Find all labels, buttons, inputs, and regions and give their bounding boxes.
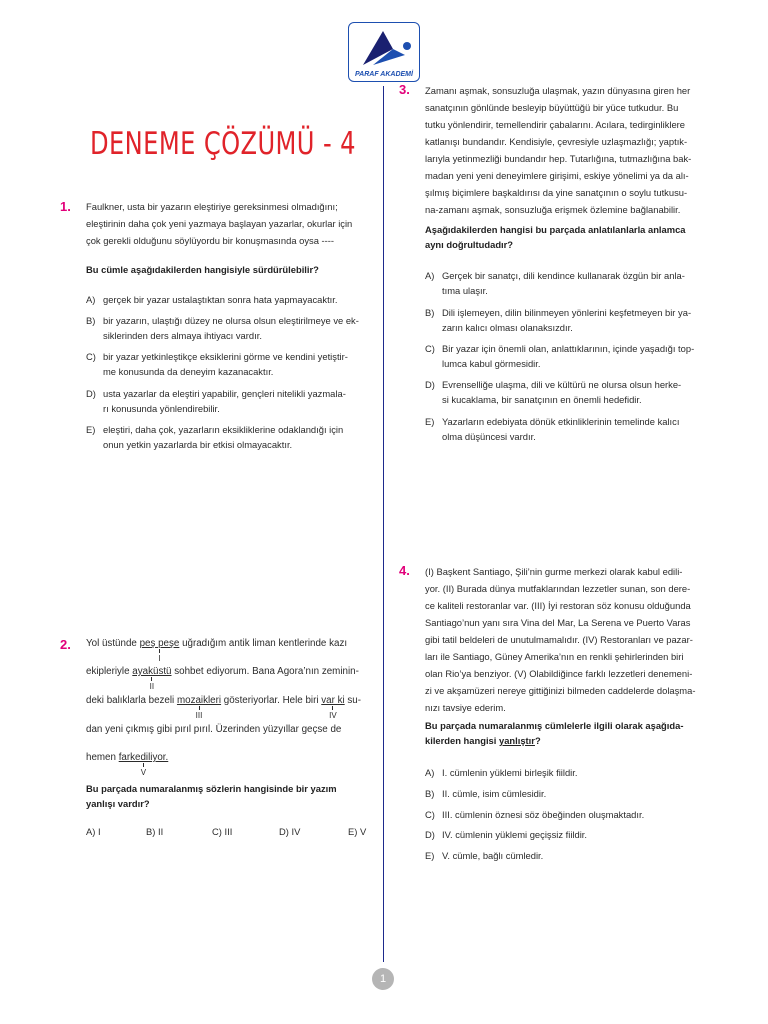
question-2-line-4: dan yeni çıkmış gibi pırıl pırıl. Üzerinden yüzyıllar geçse de	[86, 724, 342, 735]
text-line: Faulkner, usta bir yazarın eleştiriye gereksinmesi olmadığını;	[86, 201, 338, 212]
question-2-line-2	[86, 666, 359, 691]
word: ayaküstü	[132, 666, 172, 677]
option-text: lumca kabul görmesidir.	[442, 358, 541, 369]
text-segment: Yol üstünde	[86, 638, 140, 649]
question-3-option-c[interactable]	[425, 341, 715, 371]
underlined-word-4	[321, 695, 345, 720]
option-letter: E)	[425, 416, 435, 427]
option-letter: A)	[425, 270, 435, 281]
text-line: sanatçının gönlünde besleyip büyüttüğü bir yüce tutkudur. Bu	[425, 102, 679, 113]
text-line: gibi tatil beldeleri de unutulmamalıdır. (IV) Restoranları ve pazar-	[425, 634, 693, 645]
option-letter: E)	[425, 850, 435, 861]
numeral-marker: III	[177, 706, 221, 720]
word: peş peşe	[139, 638, 180, 649]
question-4-option-e[interactable]	[425, 848, 715, 863]
option-text: Dili işlemeyen, dilin bilinmeyen yönlerini keşfetmeyen bir ya-	[442, 307, 692, 318]
stem-line: Bu parçada numaralanmış cümlelerle ilgili olarak aşağıda-	[425, 720, 684, 731]
text-segment: gösteriyorlar. Hele biri	[221, 695, 322, 706]
text-line: çok gerekli olduğunu söylüyordu bir konuşmasında oysa ----	[86, 235, 335, 246]
text-segment: ?	[534, 735, 541, 746]
text-line: şılmış biçimlere başkaldırısı da yine sanatçının o soylu tutkusu-	[425, 187, 688, 198]
text-line: yor. (II) Burada dünya mutfaklarından lezzetler sunan, son dere-	[425, 583, 691, 594]
option-letter: D)	[425, 829, 435, 840]
option-letter: A)	[86, 294, 96, 305]
option-letter: B)	[425, 788, 435, 799]
option-letter: D)	[425, 379, 435, 390]
text-line: zi ve akşamüzeri nereye gittiğinizi bilmeden caddelerde dolaşma-	[425, 685, 696, 696]
option-letter: E)	[86, 424, 96, 435]
option-text: usta yazarlar da eleştiri yapabilir, gençleri nitelikli yazmala-	[103, 388, 346, 399]
text-segment: deki balıklarla bezeli	[86, 695, 177, 706]
text-line: tutku yönlendirir, temellendirir çabalarını. Acılara, tedirginliklere	[425, 119, 686, 130]
option-text: V. cümle, bağlı cümledir.	[442, 850, 544, 861]
text-line: (I) Başkent Santiago, Şili’nin gurme merkezi olarak kabul edili-	[425, 566, 683, 577]
question-3-option-b[interactable]	[425, 305, 715, 335]
answer-a[interactable]: A) I	[86, 826, 101, 837]
question-1-option-d[interactable]	[86, 386, 371, 416]
underlined-word-5	[118, 752, 169, 777]
answer-c[interactable]: C) III	[212, 826, 233, 837]
text-line: eleştirinin daha çok yeni yazmaya başlayan yazarlar, okurlar için	[86, 218, 353, 229]
text-line: madan yeni yeni deneyimlere girişimi, eskiye yönelimi ya da alı-	[425, 170, 689, 181]
text-line: Santiago’nun yanı sıra Vina del Mar, La Serena ve Puerto Varas	[425, 617, 691, 628]
option-text: II. cümle, isim cümlesidir.	[442, 788, 547, 799]
numeral-marker: II	[132, 677, 171, 691]
question-3-text	[425, 82, 715, 218]
text-segment: uğradığım antik liman kentlerinde kazı	[179, 638, 348, 649]
question-4-option-d[interactable]	[425, 827, 715, 842]
question-1-stem: Bu cümle aşağıdakilerden hangisiyle sürdürülebilir?	[86, 264, 319, 275]
question-4-text	[425, 563, 715, 716]
question-3-option-e[interactable]	[425, 414, 715, 444]
text-segment: ekipleriyle	[86, 666, 133, 677]
text-segment: sohbet ediyorum. Bana Agora’nın zeminin-	[171, 666, 359, 677]
question-1-option-a[interactable]	[86, 292, 371, 307]
question-2-stem	[86, 781, 371, 811]
question-2-number: 2.	[60, 637, 71, 652]
question-1-option-b[interactable]	[86, 313, 371, 343]
numeral-marker: IV	[321, 706, 344, 720]
logo-text: PARAF AKADEMİ	[355, 71, 413, 78]
option-letter: C)	[425, 809, 435, 820]
answer-e[interactable]: E) V	[348, 826, 367, 837]
question-4-option-b[interactable]	[425, 786, 715, 801]
question-4-option-a[interactable]	[425, 765, 715, 780]
question-2-line-5	[86, 752, 169, 777]
stem-line: Bu parçada numaralanmış sözlerin hangisinde bir yazım	[86, 783, 337, 794]
option-text: siklerinden ders almaya ihtiyacı vardır.	[103, 330, 262, 341]
option-letter: C)	[425, 343, 435, 354]
paraf-logo-icon	[349, 25, 418, 71]
question-3-stem	[425, 222, 715, 252]
option-letter: A)	[425, 767, 435, 778]
question-3-number: 3.	[399, 82, 410, 97]
word: var ki	[321, 695, 345, 706]
option-text: Gerçek bir sanatçı, dili kendince kullanarak özgün bir anla-	[442, 270, 685, 281]
question-4-option-c[interactable]	[425, 807, 715, 822]
question-3-option-d[interactable]	[425, 377, 715, 407]
question-2-line-3	[86, 695, 362, 720]
option-text: zarın kalıcı olması olanaksızdır.	[442, 322, 573, 333]
question-1-number: 1.	[60, 199, 71, 214]
text-segment: su-	[344, 695, 362, 706]
text-segment: kilerden hangisi	[425, 735, 499, 746]
text-line: ce kaliteli restoranlar var. (III) İyi restoran söz konusu olduğunda	[425, 600, 691, 611]
text-line: na-zamanı aşmak, sonsuzluğa erişmek özlemine bağlanabilir.	[425, 204, 681, 215]
page-title: DENEME ÇÖZÜMÜ - 4	[90, 126, 356, 162]
stem-line	[425, 733, 715, 748]
page-number: 1	[372, 968, 394, 990]
text-line: olan Rio’ya benziyor. (V) Olabildiğince farklı lezzetleri denemeni-	[425, 668, 693, 679]
option-text: eleştiri, daha çok, yazarların eksikliklerine odaklandığı için	[103, 424, 344, 435]
option-text: rı konusunda yönlendirebilir.	[103, 403, 220, 414]
text-segment: hemen	[86, 752, 119, 763]
stem-line: yanlışı vardır?	[86, 798, 150, 809]
option-text: olma düşüncesi vardır.	[442, 431, 536, 442]
question-1-text	[86, 198, 371, 249]
underlined-word-2	[132, 666, 172, 691]
option-text: si kucaklama, bir sanatçının en önemli hedefidir.	[442, 394, 642, 405]
text-line: larıyla yetinmezliği bundandır hep. Tutarlığına, tutmazlığına bak-	[425, 153, 692, 164]
question-3-option-a[interactable]	[425, 268, 715, 298]
text-line: ları ile Santiago, Güney Amerika’nın en renkli şehirlerinden biri	[425, 651, 684, 662]
word: mozaikleri	[176, 695, 222, 706]
option-text: onun yetkin yazarlarda bir etkisi olmayacaktır.	[103, 439, 293, 450]
answer-d[interactable]: D) IV	[279, 826, 301, 837]
stem-line: Aşağıdakilerden hangisi bu parçada anlatılanlarla anlamca	[425, 224, 686, 235]
question-2-line-1	[86, 638, 348, 663]
option-text: tıma ulaşır.	[442, 285, 488, 296]
option-text: III. cümlenin öznesi söz öbeğinden oluşmaktadır.	[442, 809, 645, 820]
question-4-number: 4.	[399, 563, 410, 578]
option-letter: B)	[86, 315, 96, 326]
option-text: bir yazarın, ulaştığı düzey ne olursa olsun eleştirilmeye ve ek-	[103, 315, 359, 326]
underlined-word: yanlıştır	[498, 735, 535, 746]
column-divider	[383, 86, 384, 962]
option-text: Evrenselliğe ulaşma, dili ve kültürü ne olursa olsun herke-	[442, 379, 682, 390]
question-1-option-e[interactable]	[86, 422, 371, 452]
option-text: Bir yazar için önemli olan, anlattıklarının, içinde yaşadığı top-	[442, 343, 695, 354]
text-line: nızı tavsiye ederim.	[425, 702, 506, 713]
stem-line: aynı doğrultudadır?	[425, 239, 514, 250]
question-2-answers	[86, 826, 371, 840]
text-line: katlanışı bundandır. Kendisiyle, çevresiyle uzlaşmazlığı; yaptık-	[425, 136, 688, 147]
option-text: me konusunda da deneyim kazanacaktır.	[103, 366, 274, 377]
word: farkediliyor.	[118, 752, 169, 763]
option-letter: D)	[86, 388, 96, 399]
text-line: Zamanı aşmak, sonsuzluğa ulaşmak, yazın dünyasına giren her	[425, 85, 691, 96]
answer-b[interactable]: B) II	[146, 826, 164, 837]
option-text: gerçek bir yazar ustalaştıktan sonra hata yapmayacaktır.	[103, 294, 338, 305]
option-letter: B)	[425, 307, 435, 318]
question-1-option-c[interactable]	[86, 349, 371, 379]
option-text: I. cümlenin yüklemi birleşik fiildir.	[442, 767, 578, 778]
underlined-word-1	[139, 638, 180, 663]
numeral-marker: I	[140, 649, 180, 663]
option-text: IV. cümlenin yüklemi geçişsiz fiildir.	[442, 829, 588, 840]
option-text: Yazarların edebiyata dönük etkinliklerinin temelinde kalıcı	[442, 416, 680, 427]
paraf-akademi-logo	[348, 22, 420, 82]
option-letter: C)	[86, 351, 96, 362]
option-text: bir yazar yetkinleştikçe eksiklerini görme ve kendini yetiştir-	[103, 351, 348, 362]
question-4-stem	[425, 718, 715, 748]
numeral-marker: V	[119, 763, 169, 777]
underlined-word-3	[176, 695, 222, 720]
